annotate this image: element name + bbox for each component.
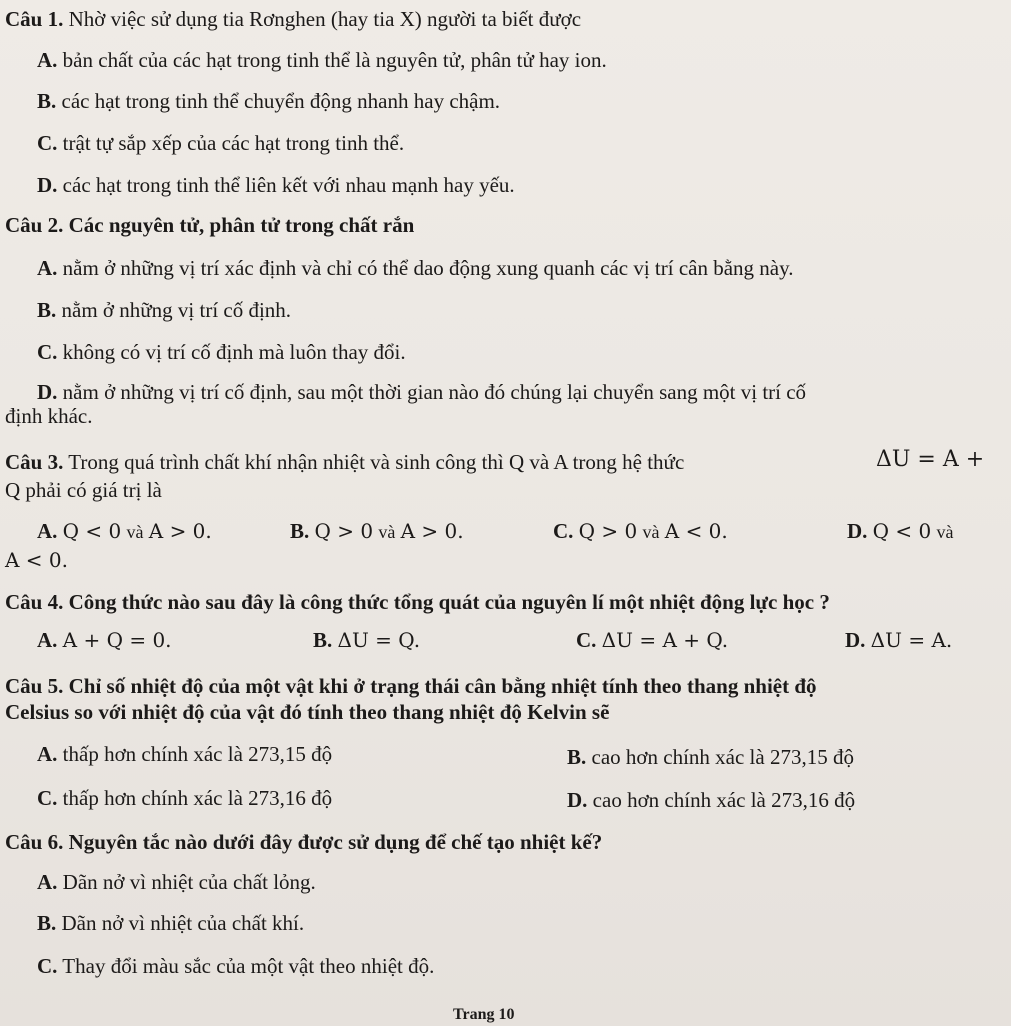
q2-d-label: D. <box>37 380 58 404</box>
q3-option-d <box>847 518 954 545</box>
q5-stem-text: Chỉ số nhiệt độ của một vật khi ở trạng thái cân bằng nhiệt tính theo thang nhiệt độ <box>68 674 817 698</box>
q5-a-label: A. <box>37 742 58 766</box>
q3-option-c <box>553 518 728 545</box>
q1-a-label: A. <box>37 48 58 72</box>
q2-option-d <box>37 379 806 405</box>
q2-b-label: B. <box>37 298 57 322</box>
q3-c-math2: A < 0. <box>664 519 728 543</box>
q3-b-label: B. <box>290 519 310 543</box>
q2-a-label: A. <box>37 256 58 280</box>
page-number: Trang 10 <box>453 1006 515 1023</box>
q4-option-b <box>313 627 420 653</box>
q5-a-text: thấp hơn chính xác là 273,15 độ <box>62 742 333 766</box>
q4-b-label: B. <box>313 628 333 652</box>
q4-stem <box>5 589 830 615</box>
q3-stem-line2 <box>5 477 162 503</box>
q4-c-label: C. <box>576 628 597 652</box>
q3-option-d-cont: A < 0. <box>5 548 68 572</box>
q3-d-label: D. <box>847 519 868 543</box>
q5-c-label: C. <box>37 786 58 810</box>
q6-stem-text: Nguyên tắc nào dưới đây được sử dụng để chế tạo nhiệt kế? <box>68 830 603 854</box>
q3-a-math1: Q < 0 <box>62 519 122 543</box>
q3-option-a <box>37 518 212 545</box>
q3-stem-text: Trong quá trình chất khí nhận nhiệt và sinh công thì Q và A trong hệ thức <box>68 450 685 474</box>
q3-b-and: và <box>378 522 396 542</box>
q1-c-text: trật tự sắp xếp của các hạt trong tinh thể. <box>62 131 405 155</box>
q5-option-b <box>567 744 854 770</box>
q6-b-label: B. <box>37 911 57 935</box>
q5-option-a <box>37 741 332 767</box>
q3-d-and: và <box>936 522 954 542</box>
q1-option-c <box>37 130 404 156</box>
q4-option-a <box>37 627 172 653</box>
q1-option-a <box>37 47 607 73</box>
q4-d-label: D. <box>845 628 866 652</box>
q4-option-c <box>576 627 728 653</box>
q1-stem-text: Nhờ việc sử dụng tia Rơnghen (hay tia X) người ta biết được <box>68 7 582 31</box>
q6-c-label: C. <box>37 954 58 978</box>
q3-formula: ΔU = A + <box>876 447 985 472</box>
q5-label: Câu 5. <box>5 674 64 698</box>
q6-stem <box>5 829 602 855</box>
q3-c-label: C. <box>553 519 574 543</box>
q6-c-text: Thay đổi màu sắc của một vật theo nhiệt độ. <box>62 954 435 978</box>
q5-stem <box>5 673 817 699</box>
q2-option-c <box>37 339 406 365</box>
q4-a-math: A + Q = 0. <box>62 628 172 652</box>
q4-option-d <box>845 627 952 653</box>
q3-a-math2: A > 0. <box>148 519 212 543</box>
q3-stem-text-2: Q phải có giá trị là <box>5 478 162 502</box>
q2-d-text-line1: nằm ở những vị trí cố định, sau một thời gian nào đó chúng lại chuyển sang một vị trí cố <box>62 380 807 404</box>
q3-b-math2: A > 0. <box>400 519 464 543</box>
q5-b-label: B. <box>567 745 587 769</box>
q6-a-label: A. <box>37 870 58 894</box>
q5-stem-line2: Celsius so với nhiệt độ của vật đó tính theo thang nhiệt độ Kelvin sẽ <box>5 700 610 724</box>
q4-c-math: ΔU = A + Q. <box>601 628 729 652</box>
q4-stem-text: Công thức nào sau đây là công thức tổng quát của nguyên lí một nhiệt động lực học ? <box>68 590 830 614</box>
q5-option-d <box>567 787 855 813</box>
q3-c-and: và <box>642 522 660 542</box>
q1-a-text: bản chất của các hạt trong tinh thể là nguyên tử, phân tử hay ion. <box>62 48 607 72</box>
q1-d-text: các hạt trong tinh thể liên kết với nhau mạnh hay yếu. <box>62 173 515 197</box>
q2-a-text: nằm ở những vị trí xác định và chỉ có thể dao động xung quanh các vị trí cân bằng này. <box>62 256 794 280</box>
q5-b-text: cao hơn chính xác là 273,15 độ <box>591 745 854 769</box>
q3-d-math1: Q < 0 <box>872 519 932 543</box>
q3-stem <box>5 449 684 475</box>
q6-b-text: Dãn nở vì nhiệt của chất khí. <box>61 911 305 935</box>
q3-c-math1: Q > 0 <box>578 519 638 543</box>
q1-b-label: B. <box>37 89 57 113</box>
q6-option-b <box>37 910 304 936</box>
q1-c-label: C. <box>37 131 58 155</box>
q1-label: Câu 1. <box>5 7 64 31</box>
q1-b-text: các hạt trong tinh thể chuyển động nhanh hay chậm. <box>61 89 501 113</box>
q1-stem <box>5 6 581 32</box>
q6-option-a <box>37 869 316 895</box>
q3-a-and: và <box>126 522 144 542</box>
q3-a-label: A. <box>37 519 58 543</box>
q1-option-d <box>37 172 515 198</box>
q2-stem-text: Các nguyên tử, phân tử trong chất rắn <box>68 213 415 237</box>
q6-a-text: Dãn nở vì nhiệt của chất lỏng. <box>62 870 316 894</box>
q4-b-math: ΔU = Q. <box>337 628 421 652</box>
q2-c-label: C. <box>37 340 58 364</box>
q5-c-text: thấp hơn chính xác là 273,16 độ <box>62 786 333 810</box>
q1-d-label: D. <box>37 173 58 197</box>
q2-option-b <box>37 297 291 323</box>
q3-b-math1: Q > 0 <box>314 519 374 543</box>
q6-label: Câu 6. <box>5 830 64 854</box>
q3-option-b <box>290 518 464 545</box>
q2-option-d-cont <box>5 403 92 429</box>
q5-option-c <box>37 785 332 811</box>
q2-b-text: nằm ở những vị trí cố định. <box>61 298 292 322</box>
q2-option-a <box>37 255 794 281</box>
q2-c-text: không có vị trí cố định mà luôn thay đổi. <box>62 340 406 364</box>
q2-label: Câu 2. <box>5 213 64 237</box>
q2-stem <box>5 212 414 238</box>
q5-d-text: cao hơn chính xác là 273,16 độ <box>592 788 856 812</box>
q2-d-text-line2: định khác. <box>5 404 93 428</box>
q4-label: Câu 4. <box>5 590 64 614</box>
q6-option-c <box>37 953 434 979</box>
q4-a-label: A. <box>37 628 58 652</box>
q4-d-math: ΔU = A. <box>870 628 953 652</box>
q1-option-b <box>37 88 500 114</box>
q5-d-label: D. <box>567 788 588 812</box>
q3-label: Câu 3. <box>5 450 64 474</box>
